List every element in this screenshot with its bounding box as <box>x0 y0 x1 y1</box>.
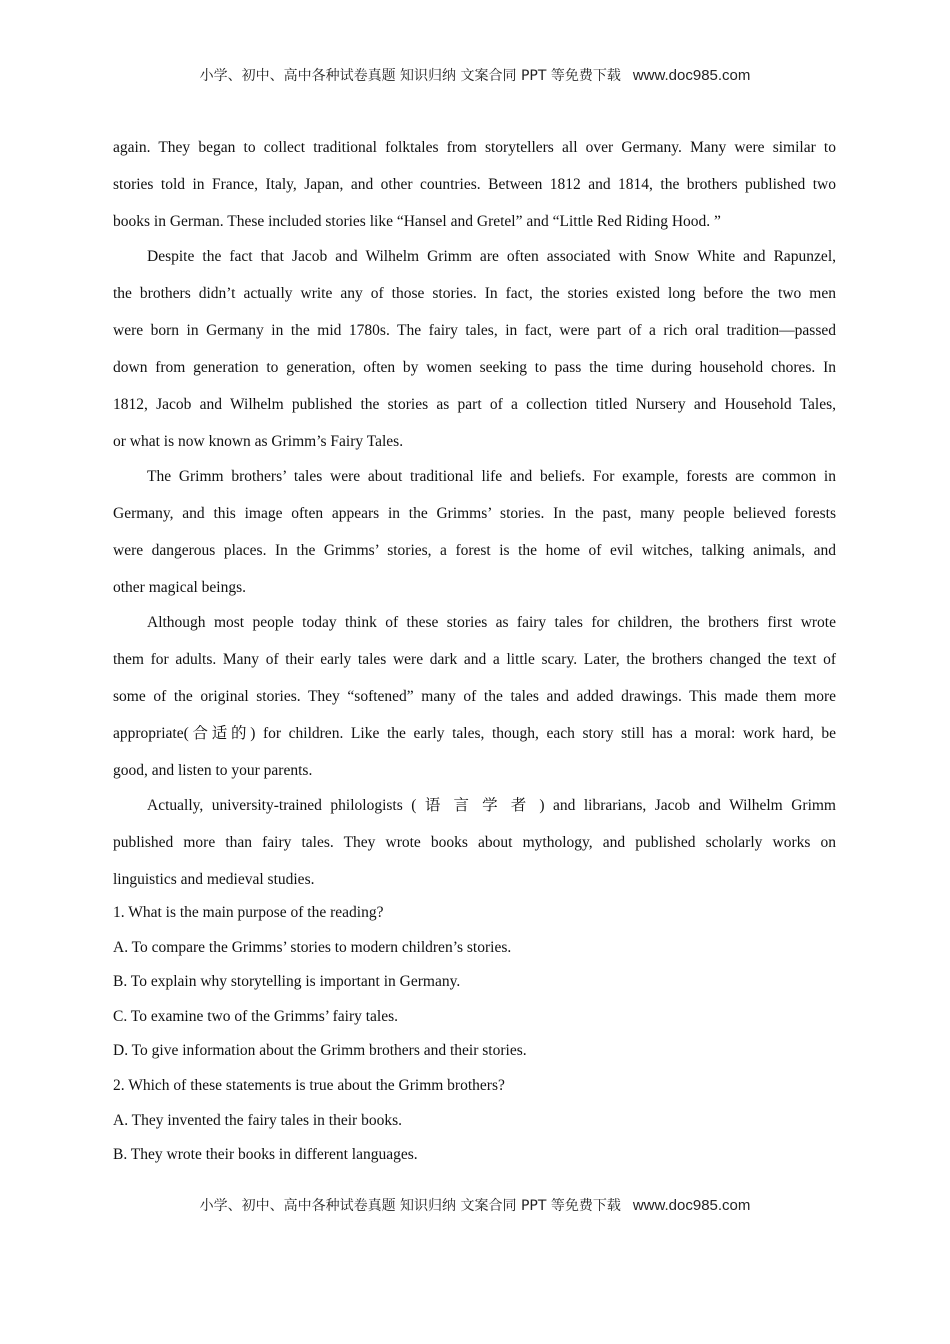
question-stem: 1. What is the main purpose of the reading? <box>113 904 384 921</box>
paragraph-line: linguistics and medieval studies. <box>113 871 315 888</box>
paragraph-line: Germany, and this image often appears in the Grimms’ stories. In the past, many people believed forests <box>113 505 836 522</box>
paragraph <box>113 238 836 460</box>
paragraph-line: were dangerous places. In the Grimms’ stories, a forest is the home of evil witches, talking animals, and <box>113 542 836 559</box>
answer-option: B. To explain why storytelling is important in Germany. <box>113 973 461 991</box>
page-footer <box>0 1196 950 1216</box>
answer-option: B. They wrote their books in different languages. <box>113 1146 418 1164</box>
header-url[interactable]: www.doc985.com <box>632 67 751 84</box>
paragraph-line: appropriate(合适的) for children. Like the early tales, though, each story still has a moral: work hard, be <box>113 725 836 742</box>
paragraph-line: 1812, Jacob and Wilhelm published the stories as part of a collection titled Nursery and Household Tales, <box>113 396 836 413</box>
paragraph-line: The Grimm brothers’ tales were about traditional life and beliefs. For example, forests are common in <box>147 468 836 485</box>
paragraph-line: them for adults. Many of their early tales were dark and a little scary. Later, the brothers changed the text of <box>113 651 836 668</box>
answer-option: C. To examine two of the Grimms’ fairy tales. <box>113 1007 399 1025</box>
document-body <box>113 129 836 1173</box>
paragraph-line: down from generation to generation, often by women seeking to pass the time during household chores. In <box>113 359 836 376</box>
paragraph-line: Although most people today think of these stories as fairy tales for children, the brothers first wrote <box>147 614 836 631</box>
footer-text: 小学、初中、高中各种试卷真题 知识归纳 文案合同 PPT 等免费下载 <box>199 1198 621 1214</box>
paragraph <box>113 458 836 606</box>
paragraph <box>113 129 836 240</box>
passage <box>113 129 836 898</box>
paragraph-line: published more than fairy tales. They wrote books about mythology, and published scholarly works on <box>113 834 836 851</box>
footer-url[interactable]: www.doc985.com <box>632 1197 751 1214</box>
paragraph-line: good, and listen to your parents. <box>113 762 313 779</box>
question-stem: 2. Which of these statements is true about the Grimm brothers? <box>113 1076 505 1094</box>
paragraph-line: or what is now known as Grimm’s Fairy Tales. <box>113 433 404 450</box>
answer-option: D. To give information about the Grimm brothers and their stories. <box>113 1042 527 1060</box>
paragraph <box>113 604 836 789</box>
paragraph-line: some of the original stories. They “softened” many of the tales and added drawings. This made them more <box>113 688 836 705</box>
paragraph-line: other magical beings. <box>113 579 246 596</box>
paragraph-line: again. They began to collect traditional folktales from storytellers all over Germany. Many were similar to <box>113 139 836 156</box>
paragraph-line: Actually, university-trained philologists ( 语 言 学 者 ) and librarians, Jacob and Wilhelm Grimm <box>147 797 836 814</box>
page-header <box>0 66 950 86</box>
answer-option: A. To compare the Grimms’ stories to modern children’s stories. <box>113 938 512 956</box>
paragraph-line: Despite the fact that Jacob and Wilhelm Grimm are often associated with Snow White and Rapunzel, <box>147 248 836 265</box>
paragraph <box>113 787 836 898</box>
paragraph-line: were born in Germany in the mid 1780s. The fairy tales, in fact, were part of a rich oral tradition—passed <box>113 322 836 339</box>
paragraph-line: the brothers didn’t actually write any of those stories. In fact, the stories existed long before the two men <box>113 285 836 302</box>
paragraph-line: stories told in France, Italy, Japan, and other countries. Between 1812 and 1814, the brothers published two <box>113 176 836 193</box>
question-list <box>113 896 836 1173</box>
header-text: 小学、初中、高中各种试卷真题 知识归纳 文案合同 PPT 等免费下载 <box>199 68 621 84</box>
paragraph-line: books in German. These included stories like “Hansel and Gretel” and “Little Red Riding Hood. ” <box>113 213 721 230</box>
answer-option: A. They invented the fairy tales in their books. <box>113 1111 402 1129</box>
